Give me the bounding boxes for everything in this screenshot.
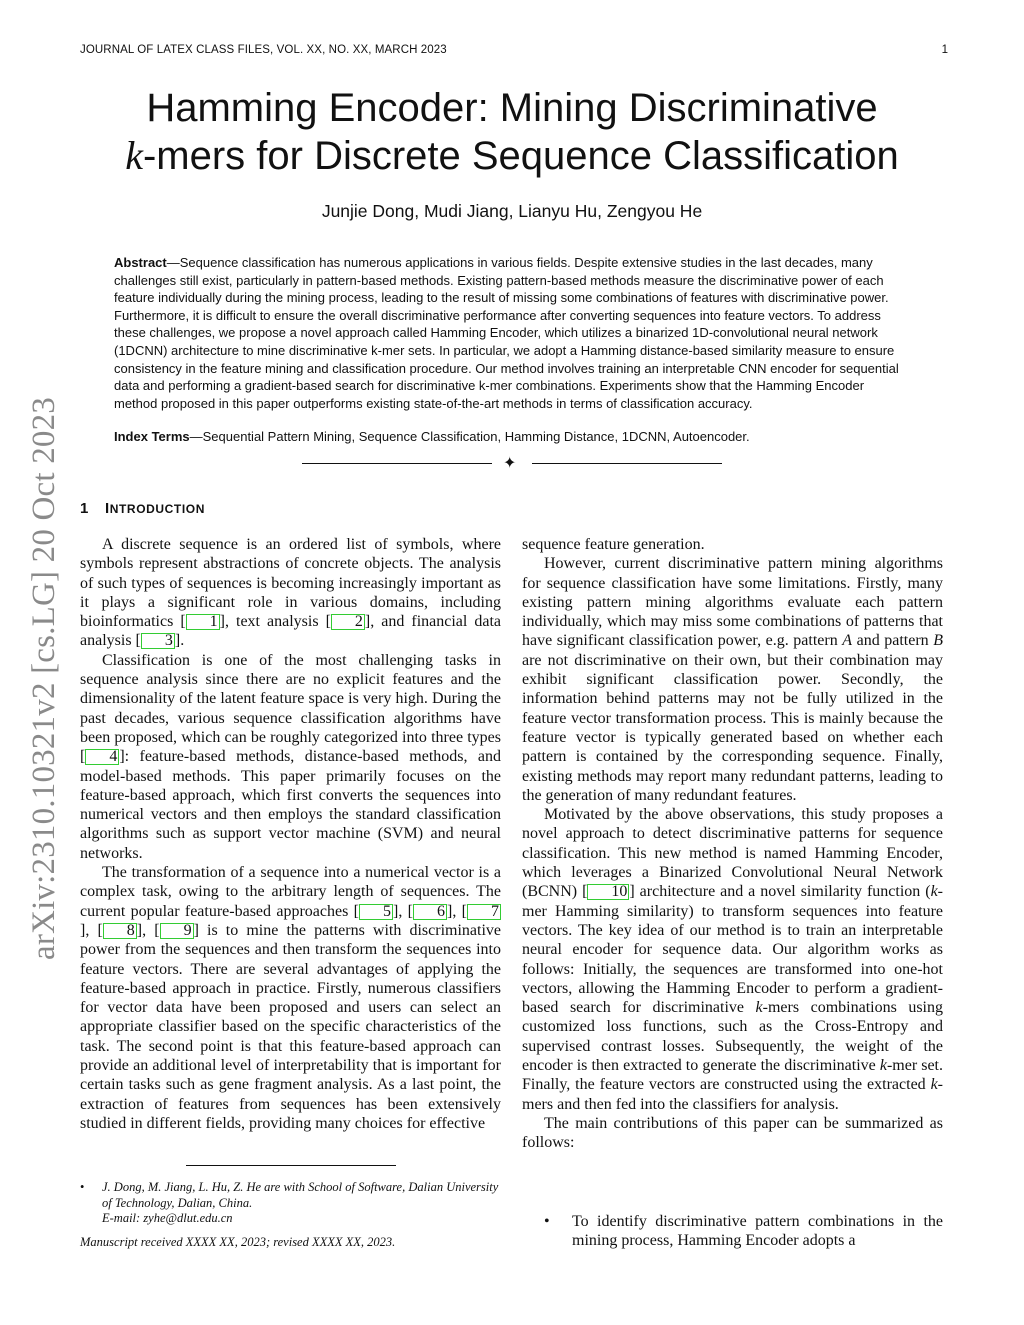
section-heading <box>80 500 205 517</box>
text-run: , <box>85 921 98 939</box>
citation-link[interactable]: 10 <box>587 884 629 900</box>
citation-link[interactable]: 7 <box>467 904 501 920</box>
text-run: , <box>452 902 462 920</box>
contribution-text: To identify discriminative pattern combinations in the mining process, Hamming Encoder adopts a <box>572 1213 943 1250</box>
paragraph: A discrete sequence is an ordered list of symbols, where symbols represent abstractions of concrete objects. The analysis of such types of sequences is becoming increasingly important as it plays a significant role in various domains, including bioinformatics [ 1 ], text analysis [ 2 ], and financial data analysis [ 3 ]. <box>80 536 501 650</box>
text-run: -mer set. Finally, the feature vectors are constructed using the extracted <box>522 1057 943 1094</box>
title-line-2 <box>80 132 944 180</box>
paragraph: The main contributions of this paper can be summarized as follows: <box>522 1114 943 1152</box>
text-run: . <box>180 632 185 650</box>
separator-rule-left <box>302 463 492 464</box>
abstract <box>114 254 910 412</box>
index-terms <box>114 428 910 446</box>
index-terms-label: Index Terms <box>114 429 190 444</box>
math-var: k <box>930 883 938 901</box>
left-column <box>80 535 501 1133</box>
paragraph: sequence feature generation. <box>522 536 705 553</box>
title-var-k: k <box>125 133 143 178</box>
separator-rule-right <box>532 463 722 464</box>
text-run: , <box>398 902 408 920</box>
abstract-label: Abstract <box>114 255 167 270</box>
footnote-rule <box>186 1165 396 1166</box>
paragraph: The transformation of a sequence into a numerical vector is a complex task, owing to the arbitrary length of sequences. The current popular feature-based approaches [ 5 ], [ 6 ], [ 7], [ 8 ], [ 9 ] is to mine the patterns with discriminative power from the sequences and then transform the sequences into feature vectors. There are several advantages of applying the feature-based approach in practice. Firstly, numerous classifiers for vector data have been proposed and users can select an appropriate classifier based on the specific characteristics of the task. The second point is that this feature-based approach can provide an additional level of interpretability that is important for certain tasks such as gene fragment analysis. As a last point, the extraction of features from sequences has been extensively studied in different fields, providing many choices for effective <box>80 864 502 1132</box>
text-run: Motivated by the above observations, this study proposes a novel approach to detect discriminative patterns for sequence classification. This new method is named Hamming Encoder, which leverages a Binarized Convolutional Neural Network (BCNN) <box>522 806 943 901</box>
footnote-email: E-mail: zyhe@dlut.edu.cn <box>102 1211 233 1225</box>
text-run: , text analysis <box>224 613 326 631</box>
text-run: architecture and a novel similarity function ( <box>634 883 931 901</box>
title-line-1: Hamming Encoder: Mining Discriminative <box>146 86 878 130</box>
right-column <box>522 535 943 1153</box>
text-run: are not discriminative on their own, but their combination may exhibit significant classification power. Secondly, the information behind patterns may not be fully utilized in the feature vector transformation process. This is mainly because the feature vector is typically generated based on whether each pattern is contained by the corresponding sequence. Finally, existing methods may report many redundant patterns, leading to the generation of many redundant features. <box>522 651 943 804</box>
section-number: 1 <box>80 500 89 517</box>
title-line-2-rest: -mers for Discrete Sequence Classification <box>142 134 899 178</box>
abstract-text: —Sequence classification has numerous applications in various fields. Despite extensive studies in the last decades, many challenges still exist, particularly in pattern-based methods. Existing pattern-based methods measure the discriminative power of each feature individually during the mining process, leading to the result of missing some combinations of features with discriminative power. Furthermore, it is difficult to ensure the overall discriminative performance after converting sequences into feature vectors. To address these challenges, we propose a novel approach called Hamming Encoder, which utilizes a binarized 1D-convolutional neural network (1DCNN) architecture to mine discriminative k-mer sets. In particular, we adopt a Hamming distance-based similarity measure to ensure consistency in the feature mining and classification procedure. Our method involves training an interpretable CNN encoder for sequential data and performing a gradient-based search for discriminative k-mer combinations. Experiments show that the Hamming Encoder method proposed in this paper outperforms existing state-of-the-art methods in terms of classification accuracy. <box>114 255 899 411</box>
text-run: -mers combinations using customized loss functions, such as the Cross-Entropy and supervised contrast losses. Subsequently, the weight of the encoder is then extracted to generate the discriminative <box>522 999 943 1075</box>
citation-link[interactable]: 6 <box>413 904 447 920</box>
math-var: k <box>879 1057 887 1075</box>
math-var: k <box>930 1076 938 1094</box>
citation-link[interactable]: 4 <box>85 749 119 765</box>
citation-link[interactable]: 8 <box>103 923 137 939</box>
page-number: 1 <box>941 44 948 56</box>
text-run: -mer Hamming similarity) to transform sequences into feature vectors. The key idea of our method is to train an interpretable neural encoder for sequence data. Our algorithm works as follows: Initially, the sequences are transformed into one-hot vectors, allowing the Hamming Encoder to perform a gradient-based search for discriminative <box>522 883 943 1017</box>
text-run: and pattern <box>852 632 934 650</box>
text-run: is to mine the patterns with discriminative power from the sequences and then transform the sequences into feature vectors. There are several advantages of applying the feature-based approach in practice. Firstly, numerous classifiers for vector data have been proposed and users can select an appropriate classifier based on the specific characteristics of the task. The second point is that this feature-based approach can provide an additional level of interpretability that is important for certain tasks such as gene fragment analysis. As a last point, the extraction of features from sequences has been extensively studied in different fields, providing many choices for effective <box>80 921 502 1132</box>
contribution-list-item <box>522 1212 943 1251</box>
manuscript-note: Manuscript received XXXX XX, 2023; revised XXXX XX, 2023. <box>80 1235 396 1249</box>
citation-link[interactable]: 2 <box>331 614 365 630</box>
section-title-initial: I <box>104 500 110 517</box>
footnote-affiliation: J. Dong, M. Jiang, L. Hu, Z. He are with School of Software, Dalian University of Technology, Dalian, China. <box>102 1180 499 1210</box>
text-run: However, current discriminative pattern mining algorithms for sequence classification have some limitations. Firstly, many existing pattern mining algorithms evaluate each pattern individually, which may miss some combinations of patterns that have significant classification power, e.g. pattern <box>522 555 943 650</box>
text-run: , and financial data analysis <box>80 613 501 650</box>
paper-title <box>80 84 944 180</box>
math-var: B <box>933 632 943 650</box>
text-run: -mers and then fed into the classifiers for analysis. <box>522 1076 943 1113</box>
text-run: The transformation of a sequence into a numerical vector is a complex task, owing to the arbitrary length of sequences. The current popular feature-based approaches <box>80 864 501 920</box>
arxiv-stamp: arXiv:2310.10321v2 [cs.LG] 20 Oct 2023 <box>26 396 62 960</box>
author-list: Junjie Dong, Mudi Jiang, Lianyu Hu, Zengyou He <box>321 201 703 221</box>
citation-link[interactable]: 5 <box>359 904 393 920</box>
citation-link[interactable]: 1 <box>186 614 220 630</box>
footnote <box>80 1180 501 1227</box>
footnote-bullet: • <box>80 1180 85 1194</box>
paragraph <box>522 554 943 805</box>
text-run: , <box>142 921 155 939</box>
paragraph: Motivated by the above observations, this study proposes a novel approach to detect discriminative patterns for sequence classification. This new method is named Hamming Encoder, which leverages a Binarized Convolutional Neural Network (BCNN) [ 10 ] architecture and a novel similarity function (k-mer Hamming similarity) to transform sequences into feature vectors. The key idea of our method is to train an interpretable neural encoder for sequence data. Our algorithm works as follows: Initially, the sequences are transformed into one-hot vectors, allowing the Hamming Encoder to perform a gradient-based search for discriminative k-mers combinations using customized loss functions, such as the Cross-Entropy and supervised contrast losses. Subsequently, the weight of the encoder is then extracted to generate the discriminative k-mer set. Finally, the feature vectors are constructed using the extracted k-mers and then fed into the classifiers for analysis. <box>522 806 943 1113</box>
paragraph: Classification is one of the most challenging tasks in sequence analysis since there are no explicit features and the dimensionality of the latent feature space is very high. During the past decades, various sequence classification algorithms have been proposed, which can be roughly categorized into three types [ 4 ]: feature-based methods, distance-based methods, and model-based methods. This paper primarily focuses on the feature-based approach, which first converts the sequences into numerical vectors and then employs the standard classification algorithms such as support vector machine (SVM) and neural networks. <box>80 651 501 862</box>
text-run: : feature-based methods, distance-based methods, and model-based methods. This paper primarily focuses on the feature-based approach, which first converts the sequences into numerical vectors and then employs the standard classification algorithms such as support vector machine (SVM) and neural networks. <box>80 748 501 862</box>
math-var: A <box>842 632 853 650</box>
running-head: JOURNAL OF LATEX CLASS FILES, VOL. XX, NO. XX, MARCH 2023 <box>80 44 447 56</box>
index-terms-text: —Sequential Pattern Mining, Sequence Classification, Hamming Distance, 1DCNN, Autoencoder. <box>189 429 750 444</box>
citation-link[interactable]: 9 <box>160 923 194 939</box>
section-title-rest: NTRODUCTION <box>109 502 205 516</box>
citation-link[interactable]: 3 <box>141 633 175 649</box>
text-run: A discrete sequence is an ordered list of symbols, where symbols represent abstractions of concrete objects. The analysis of such types of sequences is becoming increasingly important as it plays a significant role in various domains, including bioinformatics <box>80 536 501 631</box>
text-run: Classification is one of the most challenging tasks in sequence analysis since there are no explicit features and the dimensionality of the latent feature space is very high. During the past decades, various sequence classification algorithms have been proposed, which can be roughly categorized into three types <box>80 651 501 746</box>
math-var: k <box>755 999 763 1017</box>
separator-diamond-icon: ✦ <box>503 453 517 472</box>
bullet-icon: • <box>544 1213 550 1230</box>
